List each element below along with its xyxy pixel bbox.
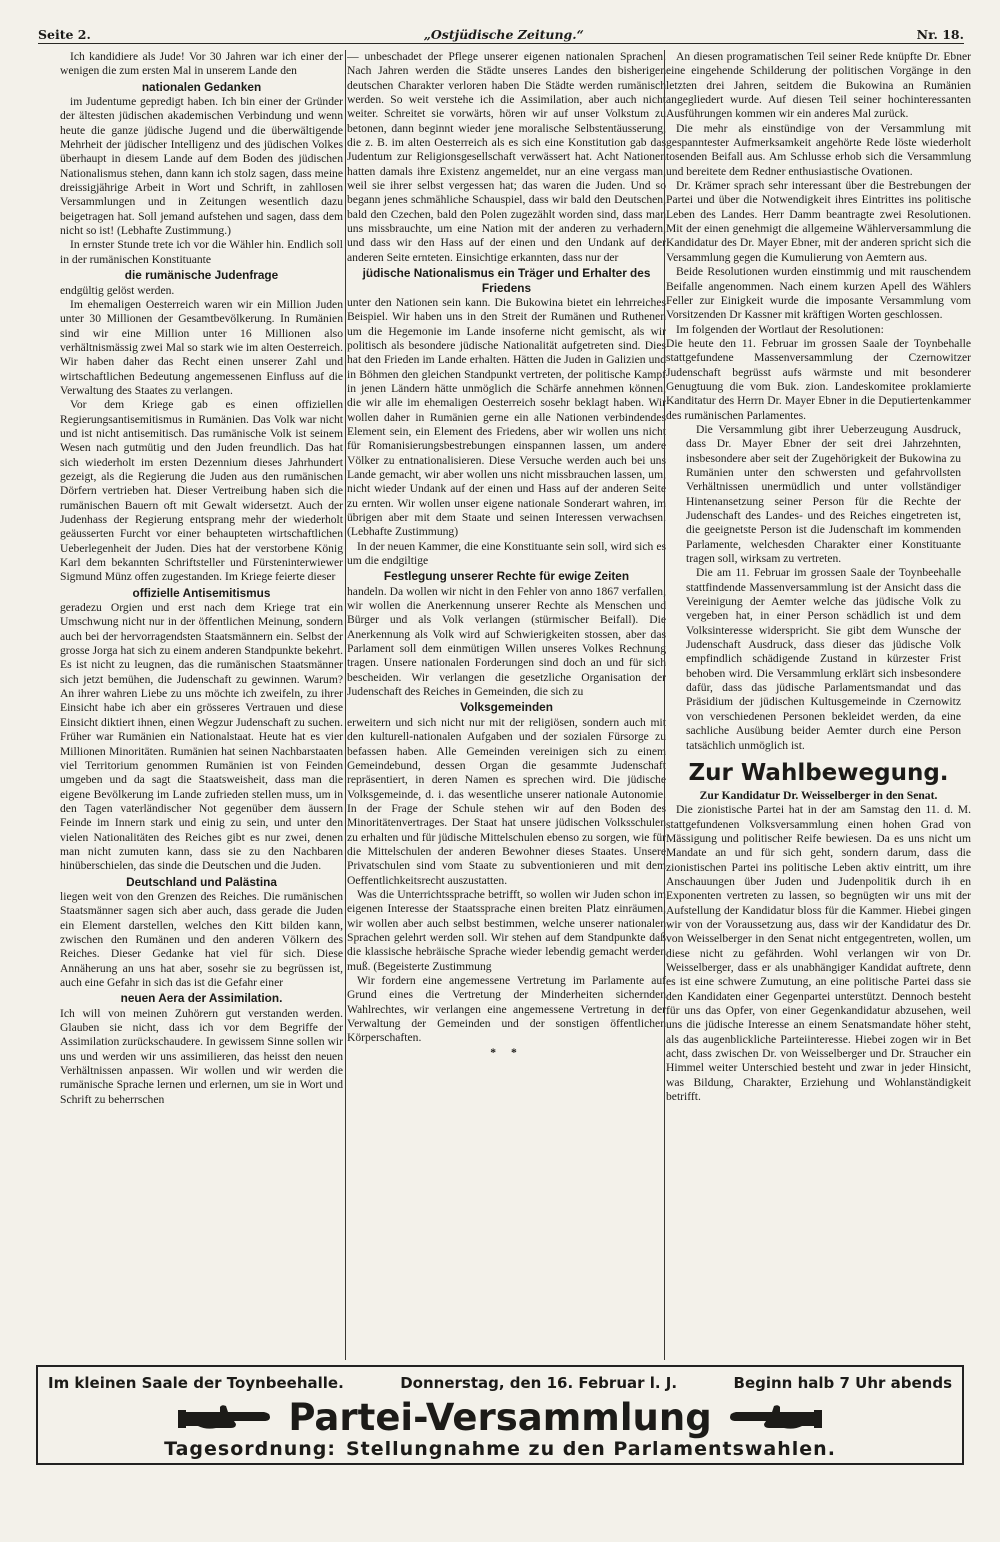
- column-1: [60, 50, 343, 1365]
- resolution-paragraph: Die am 11. Februar im grossen Saale der Toynbeehalle stattfindende Massenversammlung ist der Ansicht dass die Vereinigung der Aemter welche das jüdische Volk zu vergeben hat, in einer Person schädlich ist und dem Volksinteresse widerspricht. Sie gibt dem Wunsche der Judenschaft Ausdruck, dass dieser das jüdische Volk empfindlich schädigende Zustand in kürzester Frist behoben wird. Die Versammlung erklärt sich insbesondere dafür, dass das jüdische Parlamentsmandat und das Präsidium der jüdischen Kultusgemeinde in Czernowitz von verschiedenen Personen bekleidet werden, da eine sachliche Ausübung beider Aemter durch eine Person tatsächlich unmöglich ist.: [686, 566, 961, 752]
- article-paragraph: Ich kandidiere als Jude! Vor 30 Jahren war ich einer der wenigen die zum ersten Mal in unserem Lande den: [60, 50, 343, 78]
- article-paragraph: In ernster Stunde trete ich vor die Wähler hin. Endlich soll in der rumänischen Konstituante: [60, 238, 343, 266]
- section-heading: Deutschland und Palästina: [126, 874, 277, 889]
- ad-time: Beginn halb 7 Uhr abends: [733, 1374, 952, 1392]
- page-number: Seite 2.: [38, 26, 91, 42]
- pointing-hand-left-icon: [728, 1400, 824, 1434]
- article-paragraph: Beide Resolutionen wurden einstimmig und mit rauschendem Beifalle angenommen. Nach einem kurzen Apell des Wählers Feller zur Einigkeit wurde die imposante Versammlung vom Vorsitzenden Dr Kassner mit kräftigen Worten geschlossen.: [666, 265, 971, 322]
- section-heading: Festlegung unserer Rechte für ewige Zeiten: [383, 569, 630, 584]
- article-paragraph: Dr. Krämer sprach sehr interessant über die Bestrebungen der Partei und über die Notwendigkeit ihres Eintrittes ins politische Leben des Landes. Herr Damm beantragte zwei Resolutionen. Mit der einen genehmigt die allgemeine Wählerversammlung die Kandidatur des Dr. Mayer Ebner, mit der anderen spricht sich die Versammlung gegen die Kumulierung von Aemtern aus.: [666, 179, 971, 264]
- article-paragraph: Vor dem Kriege gab es einen offiziellen Regierungsantisemitismus in Rumänien. Das Volk war nicht und ist nicht antisemitisch. Das rumänische Volk ist seinem Wesen nach gutmütig und den Juden freundlich. Das hat sich wiederholt im ersten Dezennium dieses Jahrhundert gezeigt, als die Regierung die Juden aus den rumänischen Dörfern vertrieben hat. Dieser Vertreibung haben sich die rumänischen Bauern oft mit Gewalt widersetzt. Auch der Judenhass der Regierung entsprang mehr der wiederholt geäusserten Furcht vor einer behaupteten wirtschaftlichen Ueberlegenheit der Juden. Dies hat der verstorbene König Karl dem bekannten Schriftsteller und Fürsteninterwiewer Sigmund Münz offen zugestanden. Im Kriege feierte dieser: [60, 398, 343, 584]
- article-paragraph: Die mehr als einstündige von der Versammlung mit gespanntester Aufmerksamkeit angehörte Rede löste wiederholt tosenden Beifall aus. Am Schlusse erhob sich die Versammlung und bereitete dem Redner enthusiastische Ovationen.: [666, 121, 971, 178]
- section-heading: offizielle Antisemitismus: [132, 585, 271, 600]
- article-paragraph: — unbeschadet der Pflege unserer eigenen nationalen Sprachen. Nach Jahren werden die Städte unseres Landes den bisherigen deutschen Charakter verloren haben Die Städte werden rumänisch werden. So weit verstehe ich die Assimilation, aber auch nicht weiter. Schreitet sie vorwärts, hören wir auf unser Volkstum zu betonen, dann beginnt wieder jene moralische Selbstentäusserung, die z. B. im alten Oesterreich als es sich eine Konstitution gab das Judentum zur Religionsgesellschaft verwässert hat. Acht Nationen hatten damals ihre Existenz angemeldet, nur an eine vergass man, weil sie ihrer selbst vergessen hat; das waren die Juden. Und so begann jenes schmähliche Schauspiel, dass wir bald den Deutschen, bald den Czechen, bald den Polen zugezählt worden sind, dass man uns missbrauchte, um eine Nation mit der anderen zu verhadern, und dass wir den Hass auf der einen und den Undank auf der anderen Seite ernteten. Einsichtige erkannten, dass nur der: [347, 50, 666, 264]
- separator-stars: * *: [490, 1045, 523, 1059]
- issue-number: Nr. 18.: [916, 26, 964, 42]
- resolution-paragraph: Die Versammlung gibt ihrer Ueberzeugung Ausdruck, dass Dr. Mayer Ebner der seit drei Jahrzehnten, insbesondere aber seit der Zugehörigkeit der Bukowina zu Rumänien unter den schwersten und gefahrvollsten Verhältnissen unermüdlich und unter vollständiger Hintenansetzung seiner Person für die Rechte der Judenschaft des Landes- und des Reiches eingetreten ist, die geeignetste Person ist die Judenschaft im kommenden Parlamente, welchesden Charakter einer Konstituante tragen soll, wirksam zu vertreten.: [686, 422, 961, 566]
- article-subheadline: Zur Kandidatur Dr. Weisselberger in den Senat.: [699, 788, 938, 802]
- article-headline: Zur Wahlbewegung.: [688, 759, 949, 786]
- section-heading: jüdische Nationalismus ein Träger und Erhalter des Friedens: [362, 266, 651, 295]
- ad-title-row: [38, 1395, 962, 1439]
- article-paragraph: Was die Unterrichtssprache betrifft, so wollen wir Juden schon im eigenen Interesse der Staatssprache einen breiten Platz einräumen, wir wollen aber auch selbst bestimmen, welche unserer nationalen Sprachen gelehrt werden soll. Wir stehen auf dem Standpunkte daß die klassische hebräische Sprache wieder lebendig gemacht werden muß. (Begeisterte Zustimmung: [347, 887, 666, 973]
- article-paragraph: Im folgenden der Wortlaut der Resolutionen:: [676, 322, 884, 336]
- ad-agenda: Stellungnahme zu den Parlamentswahlen.: [346, 1438, 836, 1460]
- article-paragraph: handeln. Da wollen wir nicht in den Fehler von anno 1867 verfallen, wir wollen die Anerkennung unserer Rechte als Menschen und Bürger und als Volk verlangen (stürmischer Beifall). Die Anerkennung als Volk wird auf Schwierigkeiten stossen, aber das Parlament soll dem einmütigen Willen unseres Volkes Rechnung tragen. Unsere nationalen Forderungen sind doch an und für sich bescheiden. Wir verlangen die gesetzliche Organisation der Judenschaft des Reiches in Gemeinden, die sich zu: [347, 584, 666, 699]
- advertisement-box: [36, 1365, 964, 1465]
- header-rule: [38, 43, 964, 44]
- article-paragraph: Wir fordern eine angemessene Vertretung im Parlamente auf Grund eines die Vertretung der Minderheiten sichernden Wahlrechtes, wir verlangen eine angemessene Vertretung in der Verwaltung der Gemeinden und der sonstigen öffentlichen Körperschaften.: [347, 974, 666, 1045]
- ad-info-row: [48, 1371, 952, 1395]
- pointing-hand-right-icon: [176, 1400, 272, 1434]
- article-paragraph: Die zionistische Partei hat in der am Samstag den 11. d. M. stattgefundenen Volksversammlung einen hohen Grad von Mässigung und politischer Reife bewiesen. Da es uns nicht um Mandate an und für sich geht, sondern darum, dass die zionistischen Partei ins politische Leben aktiv eintritt, um ihre Anschauungen über Juden und Judenpolitik durch ih en Exponenten vertreten zu lassen, so begnügten wir uns mit der Aufstellung der Kandidatur bloss für die Kammer. Hiebei gingen wir von der Voraussetzung aus, dass wir der Kandidatur des Dr. von Weisselberger in den Senat nicht entgegentreten, wollen, um diese nicht zu gefährden. Wohl verlangen wir von Dr. Weisselberger, dass er als unabhängiger Kandidat auftrete, denn es ist eine schwere Zumutung, an eine politische Partei dass sie den Kandidaten einer Gegenpartei unterstützt. Dennoch besteht für uns das Opfer, von einer Gegenkandidatur abzusehen, weil uns die jüdische Interesse an einem Senatsmandate höher steht, als das augenblickliche Parteiinteresse. Hiebei zogen wir in Bet acht, dass zwischen Dr. von Weisselberger und Dr. Straucher ein Himmel weiter Unterschied besteht und zwar in jeder Hinsicht, was Bildung, Charakter, Erziehung und Wohlanständigkeit betrifft.: [666, 803, 971, 1104]
- ad-venue: Im kleinen Saale der Toynbeehalle.: [48, 1374, 344, 1392]
- ad-date: Donnerstag, den 16. Februar l. J.: [400, 1374, 678, 1392]
- article-paragraph: erweitern und sich nicht nur mit der religiösen, sondern auch mit den kulturell-nationalen Aufgaben und der sozialen Fürsorge zu befassen haben. Alle Gemeinden vereinigen sich zu einem Gemeindebund, dessen Organ die gesammte Judenschaft repräsentiert, in deren Namen es sprechen wird. Die jüdische Volksgemeinde, d. i. das wesentliche unserer nationale Autonomie. In der Frage der Schule stehen wir auf den Boden des Minoritätenvertrages. Der Staat hat unsere jüdischen Volksschulen zu erhalten und für jüdische Mittelschulen ebenso zu sorgen, wie für die Mittelschulen der anderen Bewohner dieses Staates. Unsere Privatschulen sind vom Staate zu subventionieren und mit dem Oeffentlichkeitsrecht auszustatten.: [347, 715, 666, 887]
- article-paragraph: im Judentume gepredigt haben. Ich bin einer der Gründer der ältesten jüdischen akademischen Verbindung und wenn heute die ganze jüdische Jugend und die überwältigende Mehrheit der jüdischer Intelligenz und des jüdischen Volkes überhaupt in diesem Lande auf dem Boden des jüdischen Nationalismus stehen, dann kann ich stolz sagen, dass meine dreissigjährige Arbeit in Wort und Schrift, in zahllosen Versammlungen und in Zeitungen wesentlich dazu beigetragen hat. Soll jemand aufstehen und sagen, dass dem nicht so ist! (Lebhafte Zustimmung.): [60, 95, 343, 238]
- article-paragraph: An diesen programatischen Teil seiner Rede knüpfte Dr. Ebner eine eingehende Schilderung der politischen Vorgänge in den letzten drei Jahren, seitdem die Bukowina an Rumänien angegliedert wurde. Auf diesen Teil seiner hochinteressanten Ausführungen kommen wir ein anderes Mal zurück.: [666, 50, 971, 121]
- article-paragraph: geradezu Orgien und erst nach dem Kriege trat ein Umschwung nicht nur in der öffentlichen Meinung, sondern auch bei der hervorragendsten Staatsmännern ein. Selbst der grosse Jorga hat sich zu einem anderen Standpunkte bekehrt. Es ist nicht zu leugnen, das die rumänischen Staatsmänner sich jetzt bemühen, die Judenschaft zu gewinnen. Warum? An ihrer wahren Liebe zu uns möchte ich zweifeln, zu ihrer Einsicht habe ich aber ein grösseres Vertrauen und diese Einsicht diktiert ihnen, einen Wegzur Judenschaft zu suchen. Früher war Rumänien ein Nationalstaat. Heute hat es vier Millionen Minoritäten. Rumänien hat seinen Nachbarstaaten viel Territorium genommen Rumänien ist von Feinden umgeben und da sagt die Staatsweisheit, dass man die eigene Bevölkerung im Lande zufrieden stellen muss, um in den Tagen vaterländischer Not gegenüber dem äussern Feinde im Innern stark und einig zu sein, und unter den vielen Nationalitäten des Reiches gibt es nur zwei, denen man nicht zumuten kann, dass sie zu den Nachbaren hinüberschielen, das sinde die Deutschen und die Juden.: [60, 601, 343, 873]
- article-paragraph: In der neuen Kammer, die eine Konstituante sein soll, wird sich es um die endgiltige: [347, 539, 666, 568]
- article-paragraph: liegen weit von den Grenzen des Reiches. Die rumänischen Staatsmänner sagen sich aber auch, dass gerade die Juden ein Element darstellen, welches den Kitt bilden kann, zwischen den Rumänen und den anderen Völkern des Reiches. Dieser Gedanke hat viel für sich. Diese Annäherung an uns hat aber, sosehr sie zu begrüssen ist, auch eine Gefahr in sich das ist die Gefahr einer: [60, 889, 343, 989]
- article-paragraph: Im ehemaligen Oesterreich waren wir ein Million Juden unter 30 Millionen der Gesamtbevölkerung. In Rumänien sind wir eine Million unter 16 Millionen also verhältnismässig zwei Mal so stark wie im alten Oesterreich. Wir haben daher das Recht einen unserer Zahl und wirtschaftlichen Bedeutung angemessenen Einfluss auf die Verwaltung des Staates zu verlangen.: [60, 297, 343, 397]
- ad-agenda-row: [38, 1437, 962, 1461]
- section-heading: neuen Aera der Assimilation.: [120, 991, 283, 1006]
- ad-agenda-label: Tagesordnung:: [164, 1438, 336, 1460]
- section-heading: die rumänische Judenfrage: [124, 268, 279, 283]
- page-header: [38, 24, 964, 44]
- column-3: [666, 50, 971, 1365]
- column-divider: [664, 50, 665, 1360]
- article-paragraph: Die heute den 11. Februar im grossen Saale der Toynbehalle stattgefundene Massenversammlung der Czernowitzer Judenschaft begrüsst aufs wärmste und mit besonderer Genugtuung die vom Buk. zion. Landeskomitee proklamierte Kanditatur des Herrn Dr. Mayer Ebner in die Deputiertenkammer des rumänischen Parlamentes.: [666, 336, 971, 422]
- article-paragraph: endgültig gelöst werden.: [60, 283, 175, 297]
- newspaper-title: „Ostjüdische Zeitung.“: [423, 26, 584, 42]
- section-heading: Volksgemeinden: [460, 700, 553, 715]
- article-paragraph: Ich will von meinen Zuhörern gut verstanden werden. Glauben sie nicht, dass ich vor dem Begriffe der Assimilation zurückschaudere. In gewissem Sinne sollen wir uns und werden wir uns assimilieren, das heisst den neuen Verhältnissen anpassen. Wir wollen und wir werden die rumänische Sprache lernen und erlernen, um sie in Wort und Schrift zu beherrschen: [60, 1006, 343, 1106]
- article-paragraph: unter den Nationen sein kann. Die Bukowina bietet ein lehrreiches Beispiel. Wir haben uns in den Streit der Rumänen und Ruthenen um die Hegemonie im Lande insoferne nicht gemischt, als wir politisch als besondere jüdische Nationalität aufgetreten sind. Dies hat den Frieden im Lande erhalten. Hätten die Juden in Galizien und in Böhmen den gleichen Standpunkt vertreten, der politische Kampf in jenen Ländern hätte unmöglich die Schärfe annehmen können, die wir alle im ehemaligen Oesterreich sosehr beklagt haben. Wir wollen daher in Rumänien gerne ein alle Nationen verbindendes Element sein, ein Element des Friedens, aber wir wollen uns nicht für Romanisierungsbestrebungen einspannen lassen, um andere Völker zu entnationalisieren. Diese Versuche werden auch bei uns Lande gemacht, wir aber wollen uns nicht missbrauchen lassen, um, nicht wieder Undank auf der einen und Hass auf der anderen Seite zu ernten. Wir wollen unser eigene nationale Sonderart wahren, im übrigen aber mit dem Staate und seinen Interessen verwachsen. (Lebhafte Zustimmung): [347, 295, 666, 539]
- section-heading: nationalen Gedanken: [141, 79, 262, 94]
- column-divider: [345, 50, 346, 1360]
- column-2: [347, 50, 666, 1365]
- ad-title: Partei-Versammlung: [288, 1395, 712, 1439]
